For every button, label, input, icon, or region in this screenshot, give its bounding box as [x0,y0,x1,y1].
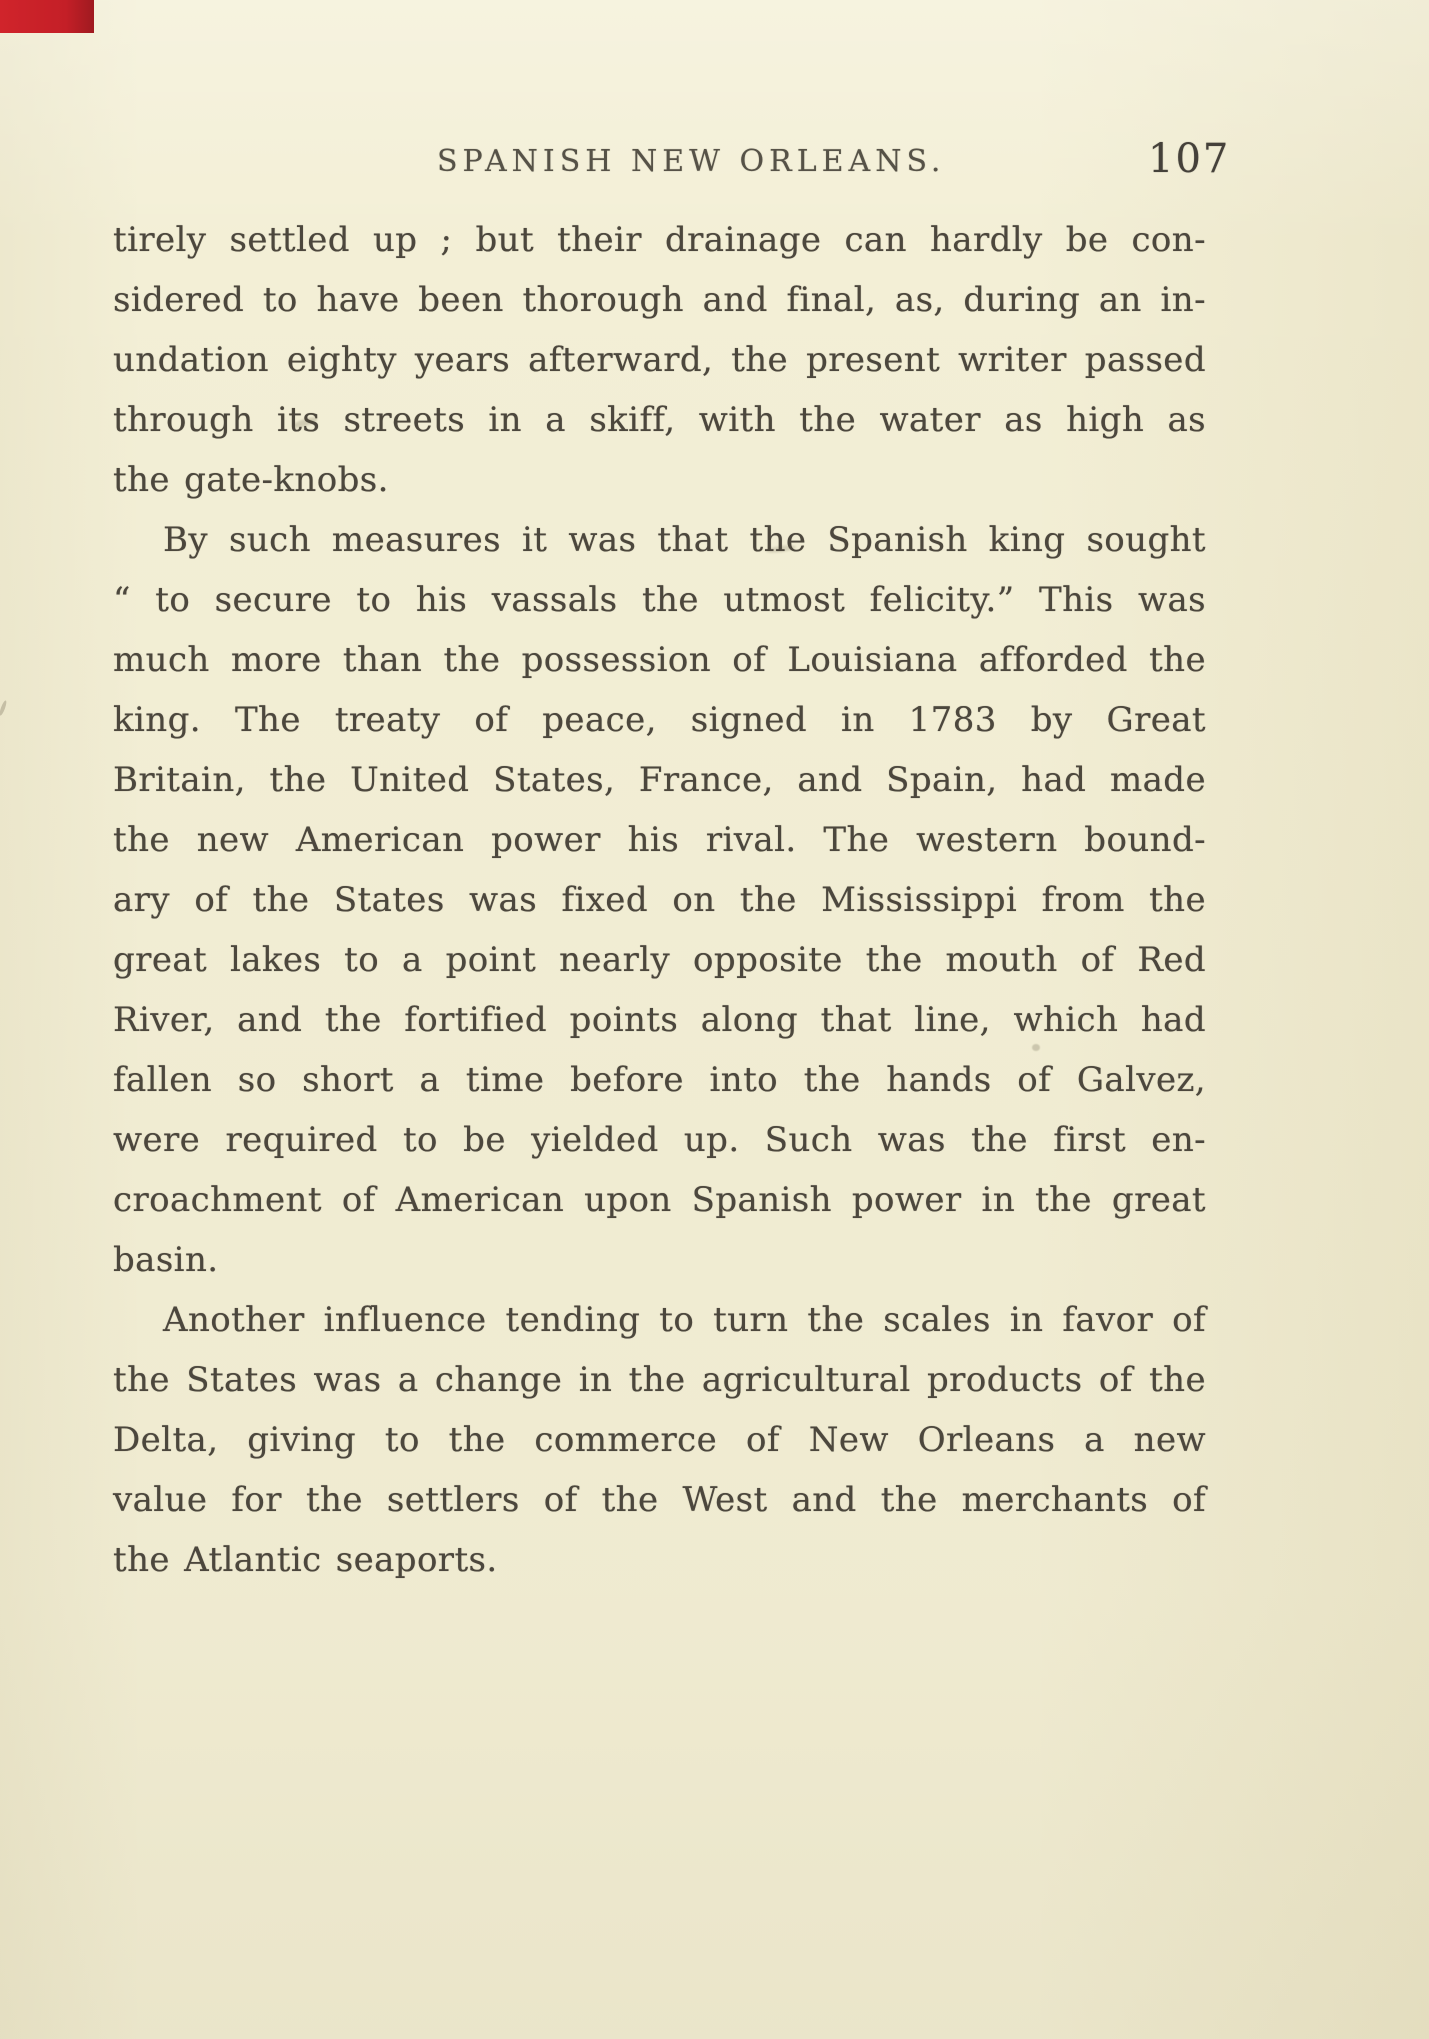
text-line: great lakes to a point nearly opposite the mouth of Red [113,940,1206,980]
red-cover-mark [0,0,94,33]
text-line: Britain, the United States, France, and Spain, had made [113,760,1206,800]
text-line: much more than the possession of Louisiana afforded the [113,640,1206,680]
text-line: sidered to have been thorough and final, as, during an in- [113,280,1206,320]
text-line: the new American power his rival. The western bound- [113,820,1206,860]
body-text-block [113,210,1206,1590]
text-line: the States was a change in the agricultural products of the [113,1360,1206,1400]
text-line: Another influence tending to turn the scales in favor of [163,1300,1206,1340]
text-line: through its streets in a skiff, with the water as high as [113,400,1206,440]
text-line: By such measures it was that the Spanish king sought [163,520,1206,560]
text-line: the Atlantic seaports. [113,1540,498,1580]
text-line: fallen so short a time before into the hands of Galvez, [113,1060,1206,1100]
text-line: croachment of American upon Spanish power in the great [113,1180,1206,1220]
text-line: were required to be yielded up. Such was the first en- [113,1120,1206,1160]
text-line: “ to secure to his vassals the utmost felicity.” This was [113,580,1206,620]
margin-tick [0,700,8,716]
text-line: the gate-knobs. [113,460,389,500]
text-line: basin. [113,1240,219,1280]
text-line: tirely settled up ; but their drainage can hardly be con- [113,220,1206,260]
paper-speck [1032,1044,1040,1051]
text-line: undation eighty years afterward, the present writer passed [113,340,1206,380]
text-line: value for the settlers of the West and the merchants of [113,1480,1206,1520]
running-header-title: SPANISH NEW ORLEANS. [437,144,946,179]
text-line: ary of the States was fixed on the Mississippi from the [113,880,1206,920]
page-number: 107 [1148,136,1231,182]
text-line: River, and the fortified points along that line, which had [113,1000,1206,1040]
text-line: Delta, giving to the commerce of New Orleans a new [113,1420,1206,1460]
text-line: king. The treaty of peace, signed in 1783 by Great [113,700,1206,740]
